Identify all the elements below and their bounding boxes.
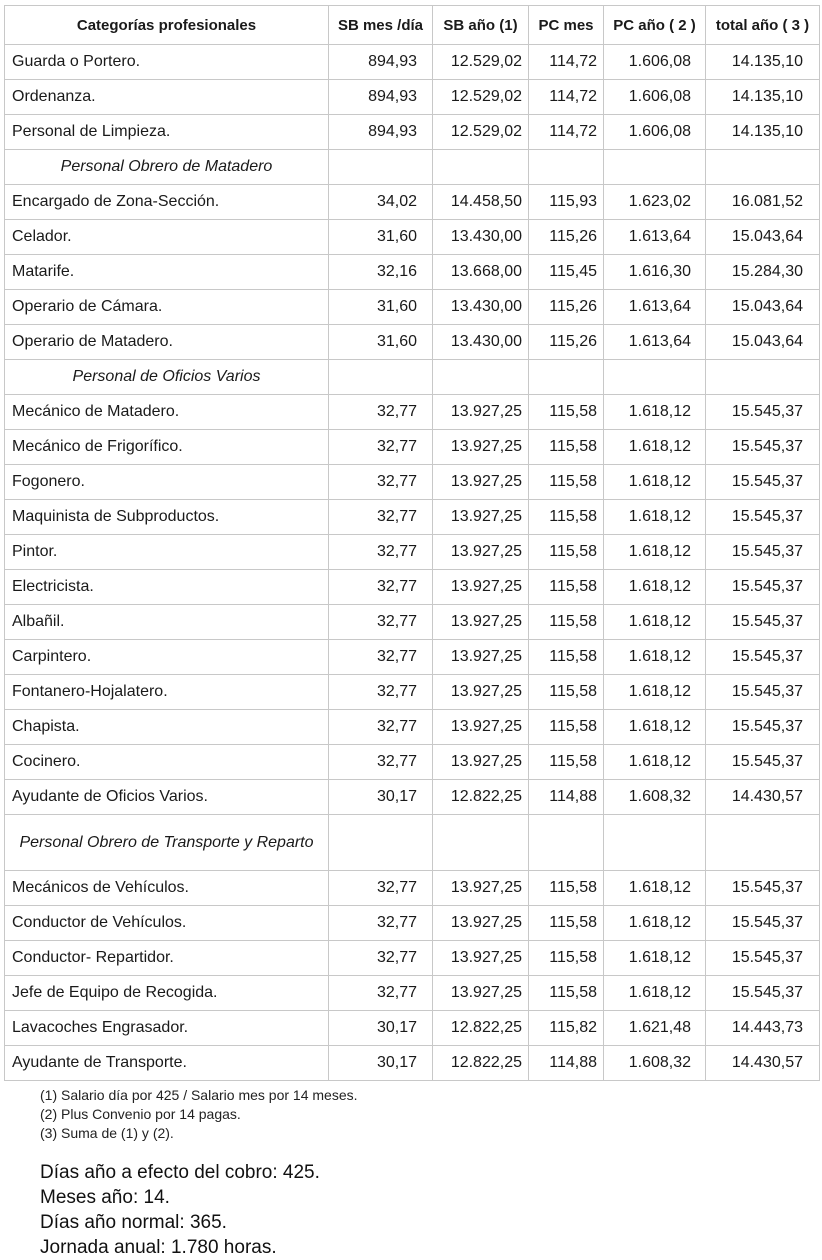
row-sb-mes: 894,93 <box>329 115 433 150</box>
row-total-ano: 15.545,37 <box>706 465 820 500</box>
row-pc-ano: 1.618,12 <box>604 710 706 745</box>
row-total-ano: 14.430,57 <box>706 1046 820 1081</box>
row-category: Cocinero. <box>5 745 329 780</box>
row-pc-ano: 1.621,48 <box>604 1011 706 1046</box>
row-sb-mes: 32,77 <box>329 871 433 906</box>
empty-cell <box>433 150 529 185</box>
table-row <box>5 465 820 500</box>
section-row <box>5 150 820 185</box>
row-pc-mes: 115,45 <box>529 255 604 290</box>
row-category: Personal de Limpieza. <box>5 115 329 150</box>
header-sb-ano: SB año (1) <box>433 6 529 45</box>
empty-cell <box>604 815 706 871</box>
row-total-ano: 15.545,37 <box>706 745 820 780</box>
row-sb-ano: 13.927,25 <box>433 430 529 465</box>
row-pc-ano: 1.613,64 <box>604 325 706 360</box>
empty-cell <box>433 360 529 395</box>
row-sb-ano: 13.927,25 <box>433 906 529 941</box>
row-category: Conductor- Repartidor. <box>5 941 329 976</box>
footnote-3: (3) Suma de (1) y (2). <box>40 1125 174 1141</box>
row-sb-ano: 14.458,50 <box>433 185 529 220</box>
section-title: Personal Obrero de Transporte y Reparto <box>5 815 329 871</box>
row-category: Operario de Cámara. <box>5 290 329 325</box>
row-sb-mes: 32,77 <box>329 535 433 570</box>
row-category: Jefe de Equipo de Recogida. <box>5 976 329 1011</box>
table-row <box>5 290 820 325</box>
row-sb-ano: 13.430,00 <box>433 325 529 360</box>
summary-meses: Meses año: 14. <box>40 1187 170 1208</box>
row-pc-ano: 1.618,12 <box>604 745 706 780</box>
row-total-ano: 14.135,10 <box>706 45 820 80</box>
row-category: Conductor de Vehículos. <box>5 906 329 941</box>
row-sb-mes: 31,60 <box>329 220 433 255</box>
table-row <box>5 115 820 150</box>
row-pc-mes: 115,58 <box>529 675 604 710</box>
row-sb-mes: 32,77 <box>329 710 433 745</box>
row-sb-mes: 32,77 <box>329 395 433 430</box>
row-total-ano: 15.545,37 <box>706 675 820 710</box>
row-pc-mes: 115,58 <box>529 465 604 500</box>
row-pc-ano: 1.606,08 <box>604 45 706 80</box>
row-sb-ano: 13.927,25 <box>433 675 529 710</box>
row-sb-mes: 32,77 <box>329 941 433 976</box>
header-pc-ano: PC año ( 2 ) <box>604 6 706 45</box>
row-sb-mes: 32,77 <box>329 500 433 535</box>
row-sb-ano: 13.927,25 <box>433 941 529 976</box>
row-pc-mes: 115,58 <box>529 871 604 906</box>
header-total-ano: total año ( 3 ) <box>706 6 820 45</box>
row-total-ano: 15.545,37 <box>706 500 820 535</box>
row-pc-mes: 115,58 <box>529 570 604 605</box>
row-pc-ano: 1.618,12 <box>604 465 706 500</box>
row-pc-mes: 115,58 <box>529 906 604 941</box>
row-total-ano: 14.430,57 <box>706 780 820 815</box>
table-row <box>5 976 820 1011</box>
table-row <box>5 941 820 976</box>
row-category: Mecánico de Matadero. <box>5 395 329 430</box>
table-row <box>5 185 820 220</box>
section-title: Personal de Oficios Varios <box>5 360 329 395</box>
empty-cell <box>529 815 604 871</box>
row-pc-ano: 1.618,12 <box>604 570 706 605</box>
table-row <box>5 710 820 745</box>
salary-table <box>4 5 820 1081</box>
row-total-ano: 15.545,37 <box>706 570 820 605</box>
row-sb-ano: 13.927,25 <box>433 745 529 780</box>
row-pc-mes: 115,58 <box>529 535 604 570</box>
row-category: Maquinista de Subproductos. <box>5 500 329 535</box>
row-sb-mes: 894,93 <box>329 45 433 80</box>
row-sb-mes: 32,77 <box>329 745 433 780</box>
summary-jornada: Jornada anual: 1.780 horas. <box>40 1237 277 1258</box>
row-pc-ano: 1.618,12 <box>604 535 706 570</box>
table-row <box>5 255 820 290</box>
row-pc-ano: 1.613,64 <box>604 220 706 255</box>
row-sb-ano: 13.668,00 <box>433 255 529 290</box>
table-body <box>5 45 820 1081</box>
row-sb-ano: 13.927,25 <box>433 535 529 570</box>
section-title: Personal Obrero de Matadero <box>5 150 329 185</box>
row-pc-mes: 114,72 <box>529 115 604 150</box>
table-row <box>5 675 820 710</box>
row-pc-mes: 115,58 <box>529 941 604 976</box>
row-category: Ordenanza. <box>5 80 329 115</box>
row-total-ano: 14.135,10 <box>706 80 820 115</box>
footnote-1: (1) Salario día por 425 / Salario mes por 14 meses. <box>40 1087 358 1103</box>
row-sb-mes: 32,77 <box>329 465 433 500</box>
row-pc-mes: 115,58 <box>529 640 604 675</box>
row-sb-ano: 12.529,02 <box>433 115 529 150</box>
empty-cell <box>529 360 604 395</box>
row-total-ano: 15.545,37 <box>706 535 820 570</box>
row-pc-ano: 1.618,12 <box>604 605 706 640</box>
empty-cell <box>604 150 706 185</box>
footnote-2: (2) Plus Convenio por 14 pagas. <box>40 1106 241 1122</box>
row-sb-mes: 32,77 <box>329 570 433 605</box>
row-category: Lavacoches Engrasador. <box>5 1011 329 1046</box>
row-total-ano: 14.135,10 <box>706 115 820 150</box>
empty-cell <box>706 360 820 395</box>
row-pc-ano: 1.606,08 <box>604 115 706 150</box>
row-category: Encargado de Zona-Sección. <box>5 185 329 220</box>
row-sb-mes: 32,77 <box>329 675 433 710</box>
row-sb-ano: 13.927,25 <box>433 570 529 605</box>
row-category: Ayudante de Oficios Varios. <box>5 780 329 815</box>
row-pc-mes: 115,82 <box>529 1011 604 1046</box>
row-sb-ano: 13.927,25 <box>433 976 529 1011</box>
row-pc-ano: 1.618,12 <box>604 976 706 1011</box>
row-pc-ano: 1.618,12 <box>604 640 706 675</box>
row-sb-mes: 30,17 <box>329 1046 433 1081</box>
row-sb-ano: 13.927,25 <box>433 710 529 745</box>
summary-block <box>40 1160 320 1260</box>
row-pc-ano: 1.618,12 <box>604 395 706 430</box>
row-pc-mes: 115,58 <box>529 710 604 745</box>
row-pc-mes: 115,58 <box>529 395 604 430</box>
row-pc-ano: 1.618,12 <box>604 430 706 465</box>
summary-dias-cobro: Días año a efecto del cobro: 425. <box>40 1162 320 1183</box>
row-pc-mes: 115,26 <box>529 290 604 325</box>
row-sb-mes: 32,77 <box>329 906 433 941</box>
empty-cell <box>529 150 604 185</box>
section-row <box>5 360 820 395</box>
table-row <box>5 395 820 430</box>
empty-cell <box>329 815 433 871</box>
table-row <box>5 500 820 535</box>
empty-cell <box>604 360 706 395</box>
row-sb-mes: 32,77 <box>329 640 433 675</box>
row-sb-ano: 13.430,00 <box>433 220 529 255</box>
row-total-ano: 16.081,52 <box>706 185 820 220</box>
row-total-ano: 15.043,64 <box>706 220 820 255</box>
row-sb-mes: 30,17 <box>329 1011 433 1046</box>
table-row <box>5 871 820 906</box>
row-category: Fogonero. <box>5 465 329 500</box>
row-sb-ano: 12.822,25 <box>433 1011 529 1046</box>
row-sb-ano: 13.927,25 <box>433 871 529 906</box>
row-pc-mes: 115,58 <box>529 430 604 465</box>
row-sb-mes: 32,77 <box>329 430 433 465</box>
row-pc-ano: 1.623,02 <box>604 185 706 220</box>
table-row <box>5 780 820 815</box>
empty-cell <box>329 150 433 185</box>
table-row <box>5 325 820 360</box>
row-sb-mes: 32,77 <box>329 976 433 1011</box>
table-row <box>5 570 820 605</box>
row-sb-mes: 30,17 <box>329 780 433 815</box>
row-pc-ano: 1.618,12 <box>604 941 706 976</box>
row-sb-ano: 12.529,02 <box>433 80 529 115</box>
table-row <box>5 220 820 255</box>
row-pc-mes: 115,58 <box>529 500 604 535</box>
row-total-ano: 15.545,37 <box>706 976 820 1011</box>
row-sb-mes: 894,93 <box>329 80 433 115</box>
row-total-ano: 15.043,64 <box>706 290 820 325</box>
empty-cell <box>329 360 433 395</box>
footnotes <box>40 1086 358 1143</box>
row-pc-ano: 1.608,32 <box>604 1046 706 1081</box>
row-total-ano: 15.545,37 <box>706 710 820 745</box>
row-sb-mes: 31,60 <box>329 325 433 360</box>
row-pc-mes: 115,93 <box>529 185 604 220</box>
row-sb-ano: 13.927,25 <box>433 500 529 535</box>
row-sb-ano: 12.822,25 <box>433 780 529 815</box>
row-total-ano: 15.545,37 <box>706 430 820 465</box>
table-row <box>5 430 820 465</box>
row-sb-ano: 13.430,00 <box>433 290 529 325</box>
row-sb-mes: 32,77 <box>329 605 433 640</box>
row-total-ano: 14.443,73 <box>706 1011 820 1046</box>
section-row <box>5 815 820 871</box>
row-sb-mes: 32,16 <box>329 255 433 290</box>
row-category: Albañil. <box>5 605 329 640</box>
row-sb-ano: 13.927,25 <box>433 640 529 675</box>
row-total-ano: 15.545,37 <box>706 906 820 941</box>
row-category: Operario de Matadero. <box>5 325 329 360</box>
row-total-ano: 15.545,37 <box>706 941 820 976</box>
empty-cell <box>433 815 529 871</box>
row-category: Pintor. <box>5 535 329 570</box>
row-pc-ano: 1.616,30 <box>604 255 706 290</box>
empty-cell <box>706 815 820 871</box>
row-category: Mecánico de Frigorífico. <box>5 430 329 465</box>
row-category: Electricista. <box>5 570 329 605</box>
summary-dias-normal: Días año normal: 365. <box>40 1212 227 1233</box>
row-total-ano: 15.545,37 <box>706 871 820 906</box>
row-sb-mes: 34,02 <box>329 185 433 220</box>
row-sb-ano: 13.927,25 <box>433 465 529 500</box>
row-category: Ayudante de Transporte. <box>5 1046 329 1081</box>
row-sb-ano: 13.927,25 <box>433 605 529 640</box>
row-total-ano: 15.043,64 <box>706 325 820 360</box>
row-category: Celador. <box>5 220 329 255</box>
row-pc-mes: 114,72 <box>529 80 604 115</box>
row-category: Matarife. <box>5 255 329 290</box>
row-pc-ano: 1.606,08 <box>604 80 706 115</box>
table-row <box>5 45 820 80</box>
row-pc-mes: 114,88 <box>529 1046 604 1081</box>
row-pc-ano: 1.618,12 <box>604 675 706 710</box>
table-row <box>5 535 820 570</box>
row-total-ano: 15.545,37 <box>706 605 820 640</box>
table-row <box>5 605 820 640</box>
header-sb-mes: SB mes /día <box>329 6 433 45</box>
row-pc-ano: 1.618,12 <box>604 500 706 535</box>
row-pc-ano: 1.618,12 <box>604 906 706 941</box>
table-row <box>5 906 820 941</box>
row-pc-ano: 1.608,32 <box>604 780 706 815</box>
row-sb-ano: 12.822,25 <box>433 1046 529 1081</box>
row-pc-mes: 115,58 <box>529 605 604 640</box>
row-category: Chapista. <box>5 710 329 745</box>
row-pc-ano: 1.613,64 <box>604 290 706 325</box>
table-row <box>5 640 820 675</box>
row-total-ano: 15.284,30 <box>706 255 820 290</box>
row-pc-mes: 114,88 <box>529 780 604 815</box>
table-header-row <box>5 6 820 45</box>
row-category: Fontanero-Hojalatero. <box>5 675 329 710</box>
empty-cell <box>706 150 820 185</box>
header-pc-mes: PC mes <box>529 6 604 45</box>
row-category: Guarda o Portero. <box>5 45 329 80</box>
row-category: Mecánicos de Vehículos. <box>5 871 329 906</box>
row-pc-mes: 115,58 <box>529 745 604 780</box>
header-categorias: Categorías profesionales <box>5 6 329 45</box>
row-sb-ano: 12.529,02 <box>433 45 529 80</box>
row-pc-ano: 1.618,12 <box>604 871 706 906</box>
row-pc-mes: 115,58 <box>529 976 604 1011</box>
table-row <box>5 80 820 115</box>
table-row <box>5 1046 820 1081</box>
row-total-ano: 15.545,37 <box>706 640 820 675</box>
row-total-ano: 15.545,37 <box>706 395 820 430</box>
row-pc-mes: 114,72 <box>529 45 604 80</box>
table-row <box>5 745 820 780</box>
row-category: Carpintero. <box>5 640 329 675</box>
row-sb-ano: 13.927,25 <box>433 395 529 430</box>
row-pc-mes: 115,26 <box>529 220 604 255</box>
row-pc-mes: 115,26 <box>529 325 604 360</box>
row-sb-mes: 31,60 <box>329 290 433 325</box>
table-row <box>5 1011 820 1046</box>
